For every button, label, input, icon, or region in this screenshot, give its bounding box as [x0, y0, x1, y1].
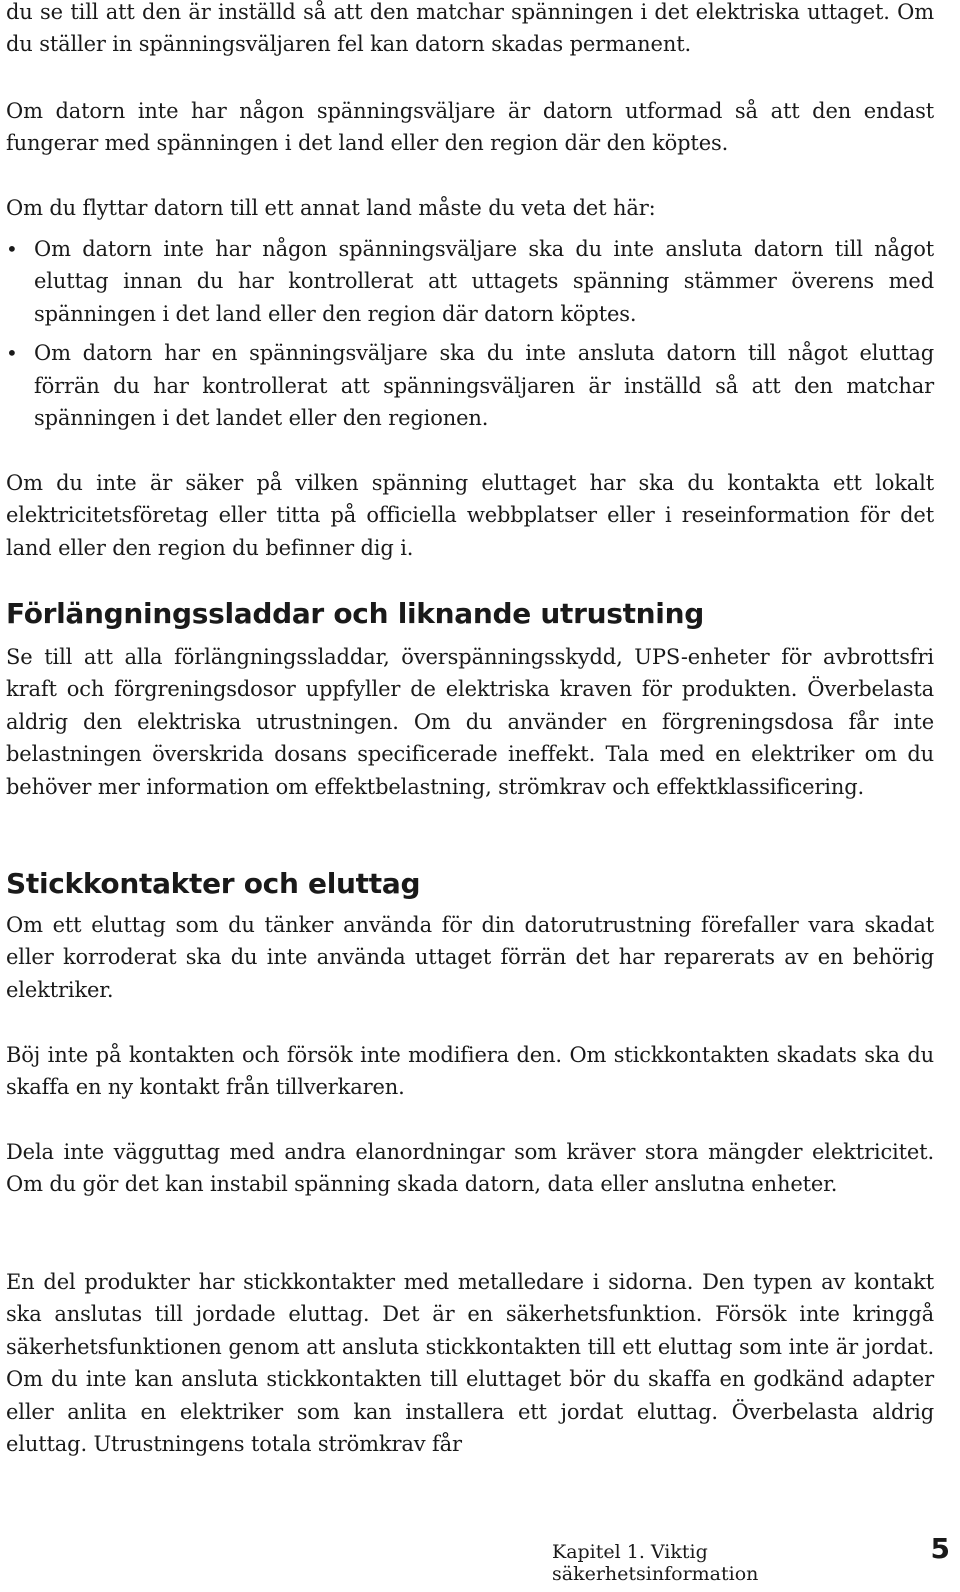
plugs-paragraph-2: Böj inte på kontakten och försök inte modifiera den. Om stickkontakten skadats ska du skaffa en ny kontakt från tillverkaren. [6, 1043, 934, 1100]
page-footer [552, 1532, 950, 1585]
intro-paragraph-2: Om datorn inte har någon spänningsväljare är datorn utformad så att den endast fungerar med spänningen i det land eller den region där den köptes. [6, 99, 934, 156]
plugs-paragraph-4: En del produkter har stickkontakter med metalledare i sidorna. Den typen av kontakt ska anslutas till jordade eluttag. Det är en säkerhetsfunktion. Försök inte kringgå säkerhetsfunktionen genom att ansluta stickkontakten till ett eluttag som inte är jordat. Om du inte kan ansluta stickkontakten till eluttaget bör du skaffa en godkänd adapter eller anlita en elektriker som kan installera ett jordat eluttag. Överbelasta aldrig eluttag. Utrustningens totala strömkrav får [6, 1270, 934, 1457]
bullet-item: • Om datorn inte har någon spänningsväljare ska du inte ansluta datorn till något eluttag innan du har kontrollerat att uttagets spänning stämmer överens med spänningen i det land eller den region där datorn köptes. [6, 233, 934, 330]
bullet-item: • Om datorn har en spänningsväljare ska du inte ansluta datorn till något eluttag förrän du har kontrollerat att spänningsväljaren är inställd så att den matchar spänningen i det landet eller den regionen. [6, 337, 934, 434]
section-heading-extension-cords: Förlängningssladdar och liknande utrustning [6, 597, 704, 630]
section-heading-plugs-outlets: Stickkontakter och eluttag [6, 867, 421, 900]
page-number: 5 [930, 1532, 950, 1565]
plugs-paragraph-3: Dela inte vägguttag med andra elanordningar som kräver stora mängder elektricitet. Om du gör det kan instabil spänning skada datorn, data eller anslutna enheter. [6, 1140, 934, 1197]
plugs-paragraph-1: Om ett eluttag som du tänker använda för din datorutrustning förefaller vara skadat eller korroderat ska du inte använda uttaget förrän det har reparerats av en behörig elektriker. [6, 913, 934, 1002]
intro-paragraph-1: du se till att den är inställd så att den matchar spänningen i det elektriska uttaget. Om du ställer in spänningsväljaren fel kan datorn skadas permanent. [6, 0, 934, 57]
intro-paragraph-3: Om du flyttar datorn till ett annat land måste du veta det här: [6, 196, 656, 220]
footer-chapter-title: Kapitel 1. Viktig säkerhetsinformation [552, 1541, 759, 1585]
intro-paragraph-4: Om du inte är säker på vilken spänning eluttaget har ska du kontakta ett lokalt elektricitetsföretag eller titta på officiella webbplatser eller i reseinformation för det land eller den region du befinner dig i. [6, 471, 934, 560]
voltage-bullet-list [6, 233, 934, 434]
extension-cords-paragraph: Se till att alla förlängningssladdar, överspänningsskydd, UPS-enheter för avbrottsfri kraft och förgreningsdosor uppfyller de elektriska kraven för produkten. Överbelasta aldrig den elektriska utrustningen. Om du använder en förgreningsdosa får inte belastningen överskrida dosans specificerade ineffekt. Tala med en elektriker om du behöver mer information om effektbelastning, strömkrav och effektklassificering. [6, 645, 934, 799]
